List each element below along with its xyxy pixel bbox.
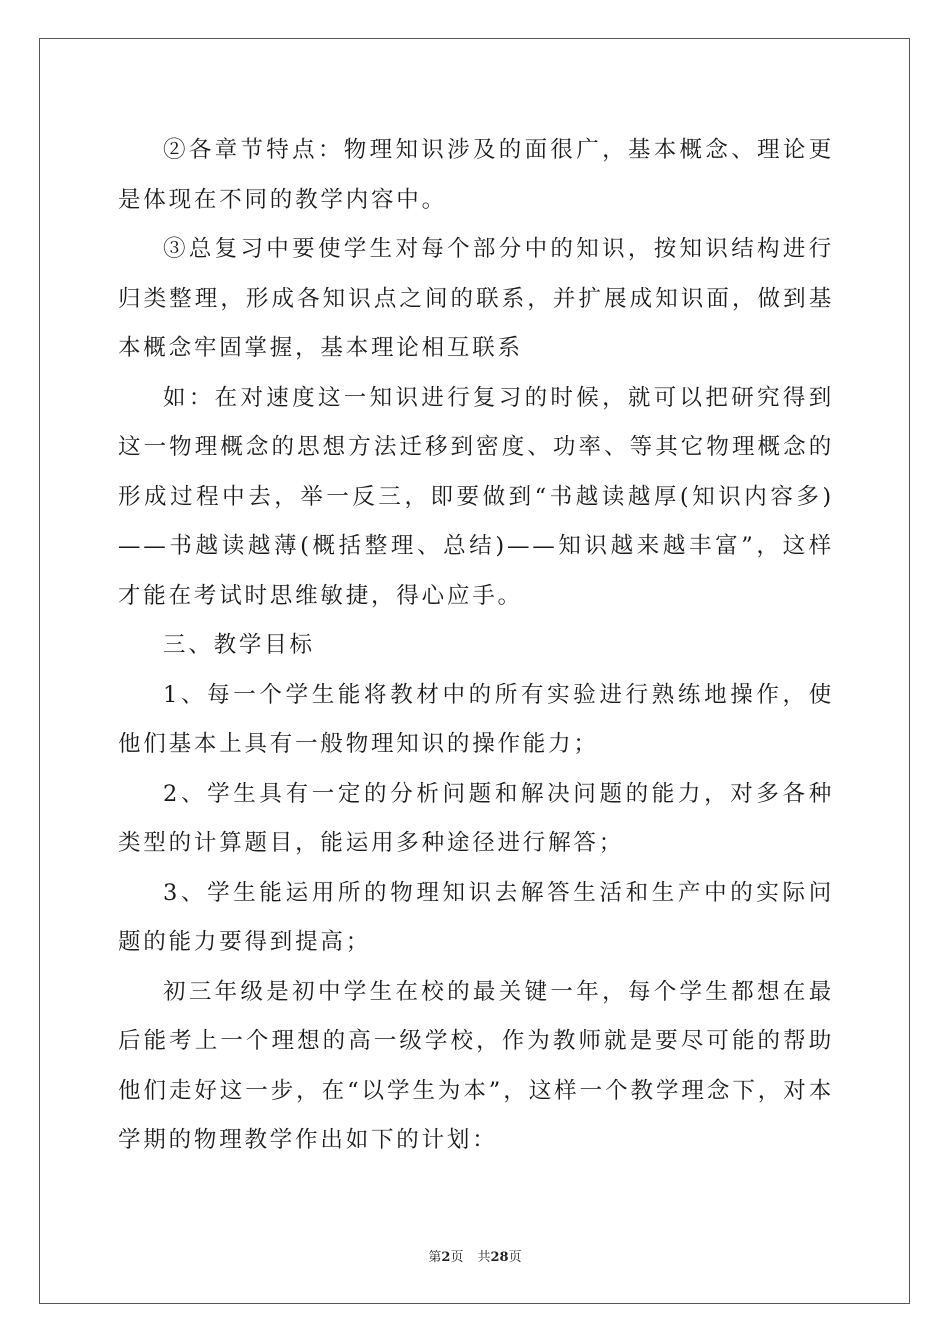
- page-suffix: 页: [450, 1250, 464, 1265]
- paragraph-chapter-features: ②各章节特点：物理知识涉及的面很广，基本概念、理论更是体现在不同的教学内容中。: [118, 137, 834, 213]
- paragraph-grade-three-plan: 初三年级是初中学生在校的最关键一年，每个学生都想在最后能考上一个理想的高一级学校，作为教师就是要尽可能的帮助他们走好这一步，在“以学生为本”，这样一个教学理念下，对本学期的物理教学作出如下的计划：: [118, 978, 834, 1153]
- total-suffix: 页: [508, 1250, 522, 1265]
- page-number: 2: [441, 1250, 451, 1265]
- page-prefix: 第: [428, 1250, 442, 1265]
- goal-item-2: 2、学生具有一定的分析问题和解决问题的能力，对多各种类型的计算题目，能运用多种途径进行解答；: [118, 780, 834, 856]
- total-prefix: 共: [477, 1250, 491, 1265]
- document-body: [118, 126, 834, 1166]
- paragraph-review-organization: ③总复习中要使学生对每个部分中的知识，按知识结构进行归类整理，形成各知识点之间的联系，并扩展成知识面，做到基本概念牢固掌握，基本理论相互联系: [118, 236, 834, 361]
- goal-item-1: 1、每一个学生能将教材中的所有实验进行熟练地操作，使他们基本上具有一般物理知识的操作能力；: [118, 681, 834, 757]
- paragraph-example-speed: 如：在对速度这一知识进行复习的时候，就可以把研究得到这一物理概念的思想方法迁移到密度、功率、等其它物理概念的形成过程中去，举一反三，即要做到“书越读越厚(知识内容多)——书越读越薄(概括整理、总结)——知识越来越丰富”，这样才能在考试时思维敏捷，得心应手。: [118, 384, 834, 609]
- goal-item-3: 3、学生能运用所的物理知识去解答生活和生产中的实际问题的能力要得到提高；: [118, 879, 834, 955]
- page-footer: [0, 1246, 950, 1265]
- section-heading-teaching-goals: 三、教学目标: [163, 632, 315, 658]
- total-pages: 28: [490, 1250, 509, 1265]
